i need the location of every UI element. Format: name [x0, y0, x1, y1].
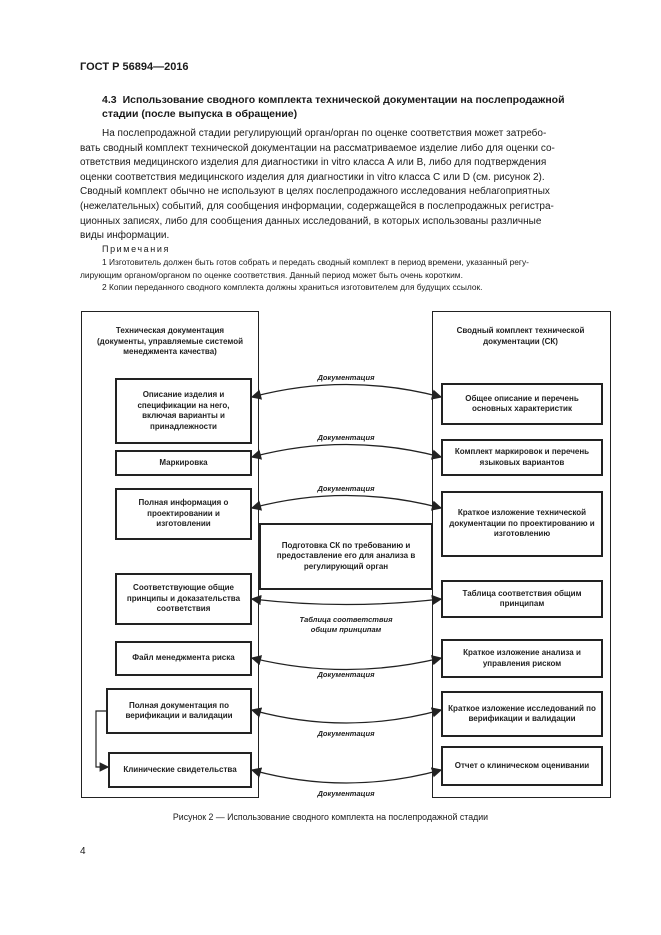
- body-line: Сводный комплект обычно не используют в целях послепродажного исследования неблагоприятных: [80, 186, 550, 198]
- arrow-3: [252, 496, 441, 509]
- arrow-label-1: Документация: [317, 373, 375, 382]
- body-line: вать сводный комплект технической документации на рассматриваемое изделие либо для оценки со-: [80, 142, 555, 154]
- section-title-line2: стадии (после выпуска в обращение): [102, 108, 298, 120]
- left-box-risk: Файл менеджмента риска: [115, 641, 252, 676]
- left-box-design: Полная информация о проектировании и изготовлении: [115, 488, 252, 540]
- right-column-title: Сводный комплект технической документации (СК): [456, 326, 585, 346]
- figure-caption: Рисунок 2 — Использование сводного комплекта на послепродажной стадии: [172, 812, 489, 822]
- right-box-overview: Общее описание и перечень основных характеристик: [441, 383, 603, 425]
- arrow-6: [252, 710, 441, 723]
- arrow-4: [252, 599, 441, 605]
- arrow-2: [252, 445, 441, 458]
- body-line: ционных записях, либо для сообщения данных исследований, в которых использованы различные: [80, 215, 542, 227]
- note-1-line2: лирующим органом/органом по оценке соответствия. Данный период может быть очень коротким.: [80, 269, 463, 280]
- section-number: 4.3: [102, 94, 117, 106]
- arrow-label-3: Документация: [317, 484, 375, 493]
- right-box-design-summary: Краткое изложение технической документации по проектированию и изготовлению: [441, 491, 603, 557]
- body-line: оценки соответствия медицинского изделия для диагностики in vitro класса С или D (см. рисунок 2).: [80, 171, 545, 183]
- body-line: На послепродажной стадии регулирующий орган/орган по оценке соответствия может затребо-: [102, 128, 547, 139]
- left-column-title: Техническая документация (документы, управляемые системой менеджмента качества): [96, 326, 243, 356]
- arrow-label-5: Документация: [317, 670, 375, 679]
- right-box-verification-summary: Краткое изложение исследований по верификации и валидации: [441, 691, 603, 737]
- arrow-label-7: Документация: [317, 789, 375, 798]
- section-title-line1: Использование сводного комплекта технической документации на послепродажной: [122, 94, 565, 106]
- left-box-labeling: Маркировка: [115, 450, 252, 476]
- left-box-principles: Соответствующие общие принципы и доказательства соответствия: [115, 573, 252, 625]
- left-box-clinical: Клинические свидетельства: [108, 752, 252, 788]
- center-box-submission: Подготовка СК по требованию и предоставление его для анализа в регулирующий орган: [259, 523, 433, 590]
- left-box-verification: Полная документация по верификации и валидации: [106, 688, 252, 734]
- arrow-1: [252, 385, 441, 398]
- note-2-text: 2 Копии переданного сводного комплекта должны храниться изготовителем для будущих ссылок.: [102, 282, 483, 292]
- arrow-label-6: Документация: [317, 729, 375, 738]
- body-line: (нежелательных) событий, для сообщения информации, содержащейся в послепродажных регистра-: [80, 200, 554, 212]
- right-box-risk-summary: Краткое изложение анализа и управления риском: [441, 639, 603, 678]
- arrow-label-2: Документация: [317, 433, 375, 442]
- left-box-description: Описание изделия и спецификации на него, включая варианты и принадлежности: [115, 378, 252, 444]
- arrow-label-4: Таблица соответствия общим принципам: [299, 615, 393, 634]
- right-box-labeling-set: Комплект маркировок и перечень языковых вариантов: [441, 439, 603, 476]
- notes-title: Примечания: [102, 244, 170, 254]
- note-1-line1: 1 Изготовитель должен быть готов собрать и передать сводный комплект в период времени, указанный регу-: [102, 257, 529, 267]
- body-line: виды информации.: [80, 230, 170, 242]
- page-number: 4: [80, 846, 86, 857]
- right-box-clinical-report: Отчет о клиническом оценивании: [441, 746, 603, 786]
- right-box-principles-table: Таблица соответствия общим принципам: [441, 580, 603, 618]
- body-line: ответствия медицинского изделия для диагностики in vitro класса А или В, либо для подтверждения: [80, 157, 547, 169]
- document-header: ГОСТ Р 56894—2016: [80, 61, 189, 73]
- arrow-5: [252, 658, 441, 670]
- arrow-7: [252, 770, 441, 783]
